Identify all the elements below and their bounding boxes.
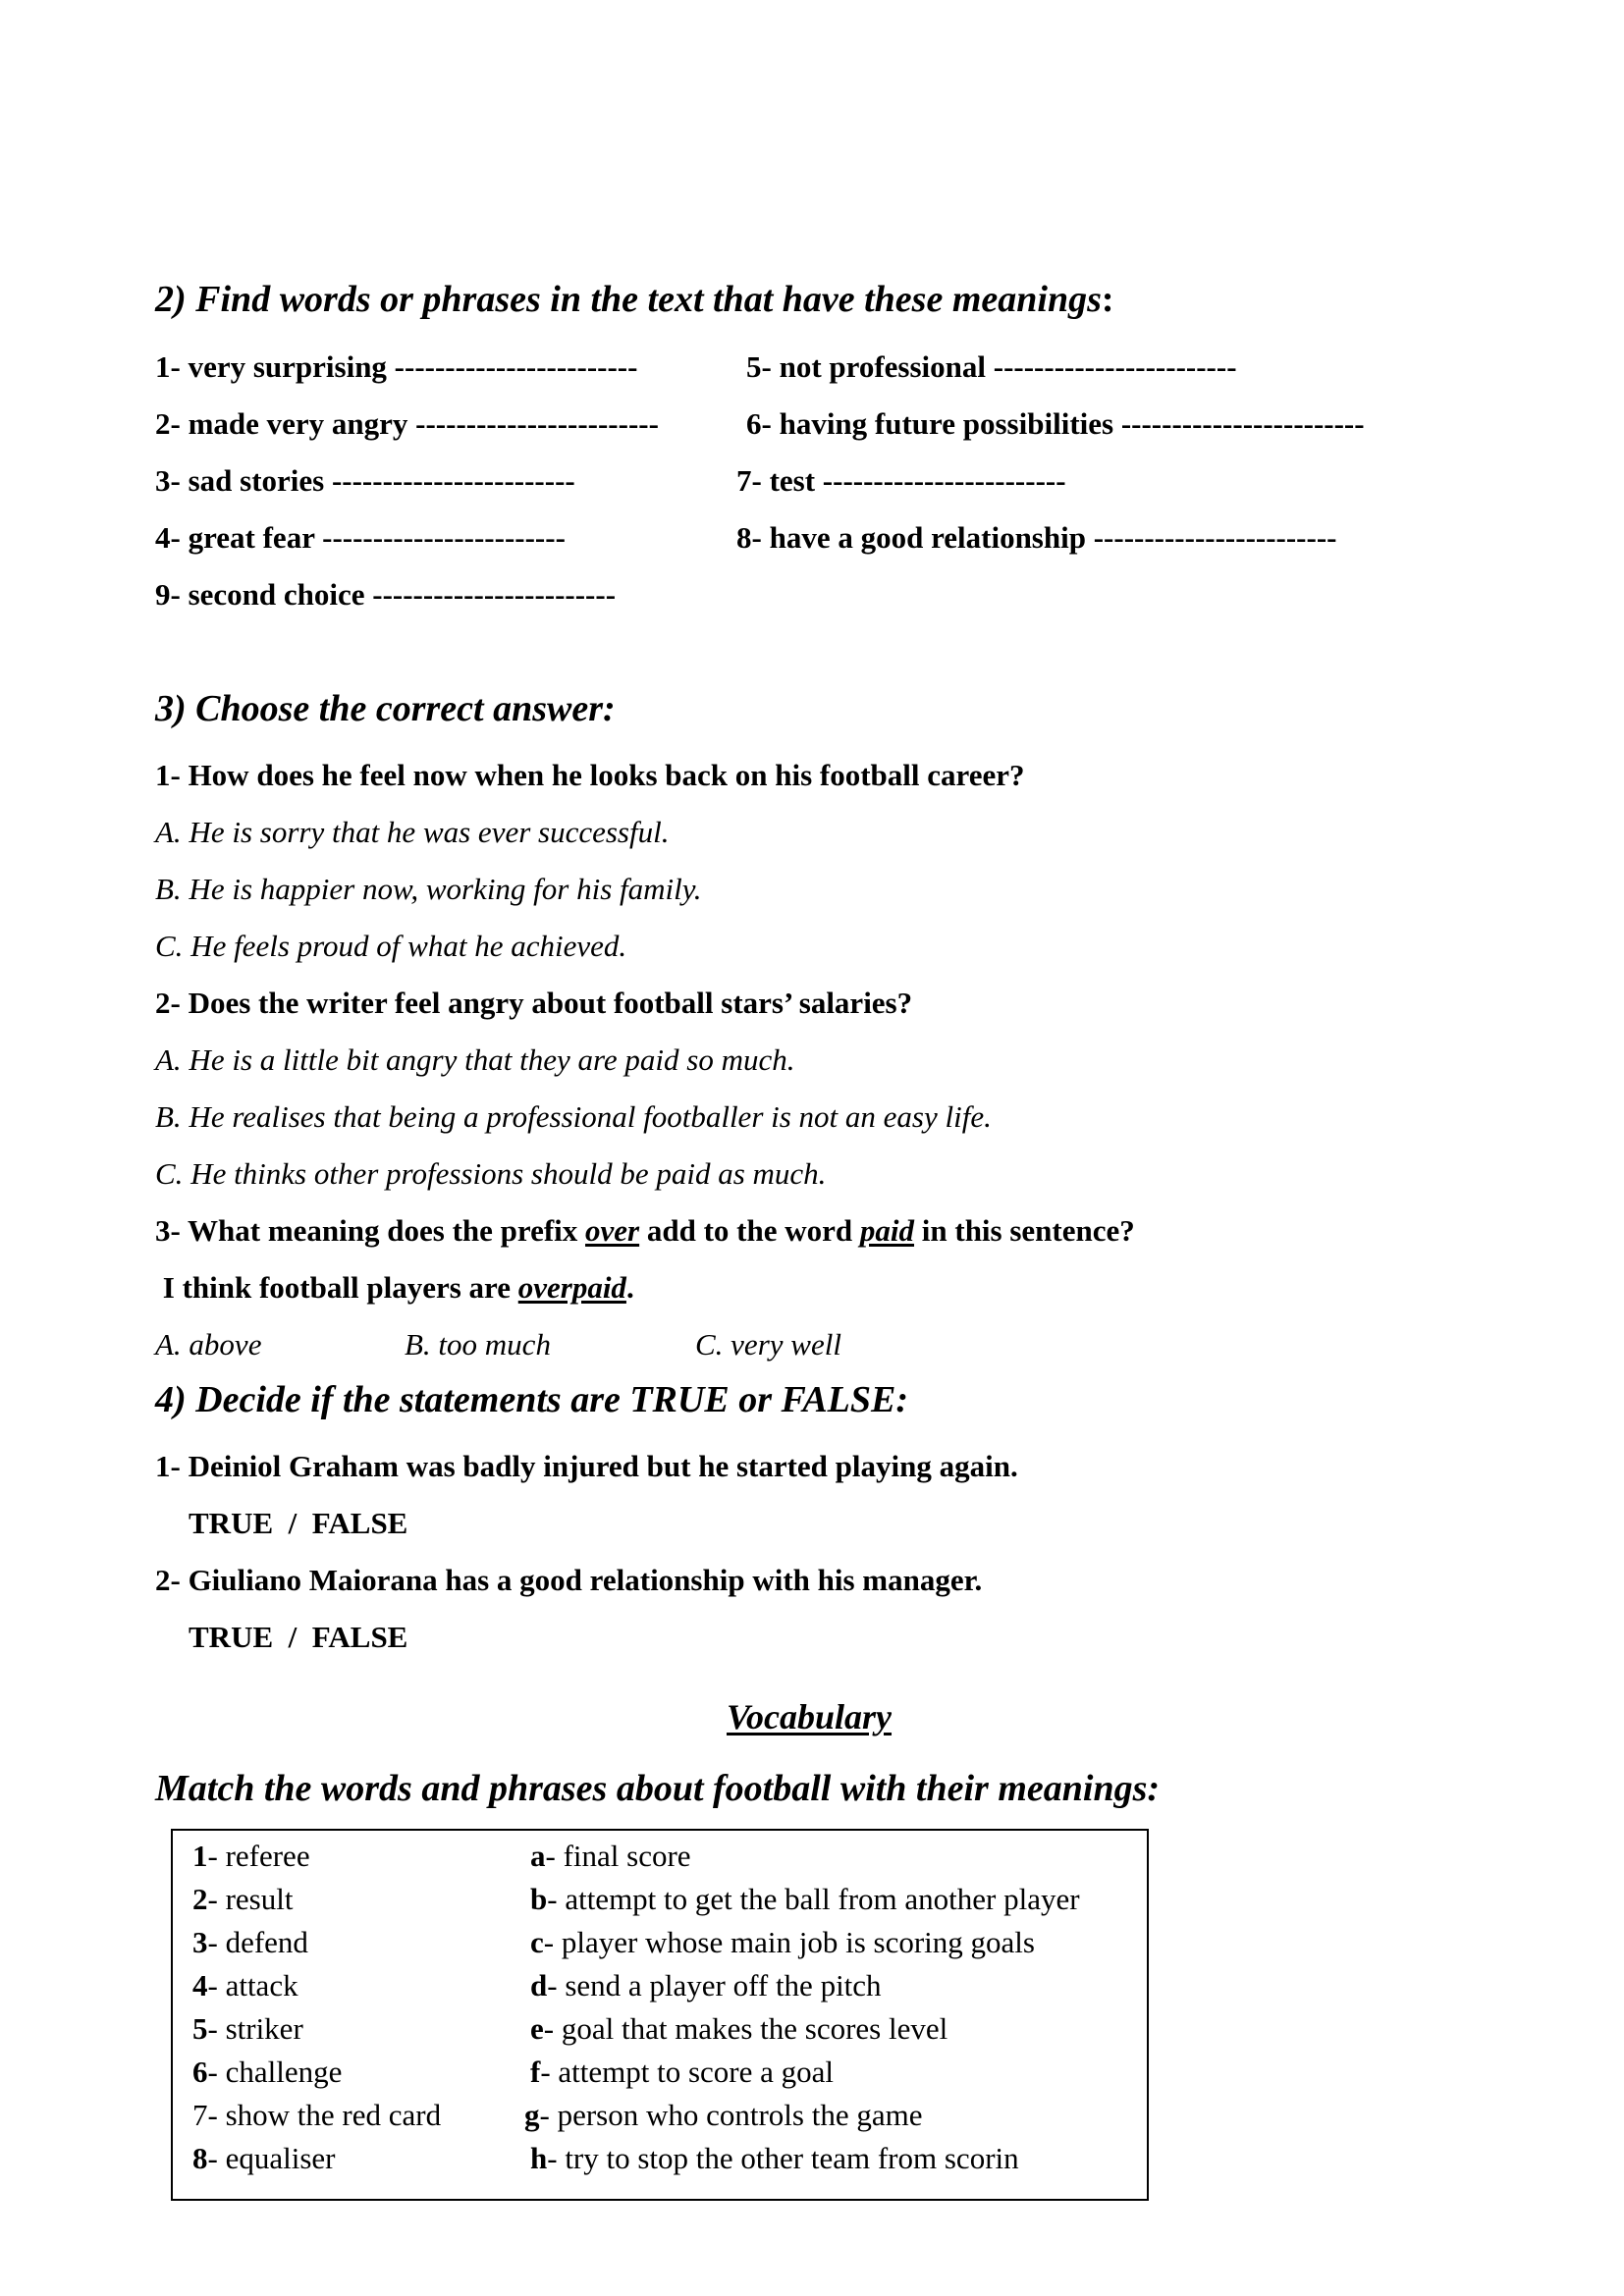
section-4-heading: 4) Decide if the statements are TRUE or FALSE:: [155, 1379, 909, 1420]
question-1-option-a: A. He is sorry that he was ever successful.: [155, 815, 670, 849]
statement-1: 1- Deiniol Graham was badly injured but he started playing again.: [155, 1449, 1018, 1483]
question-3-option-b: B. too much: [405, 1327, 551, 1362]
question-1-option-b: B. He is happier now, working for his family.: [155, 872, 702, 906]
meaning-item-9: 9- second choice ------------------------: [155, 577, 617, 612]
meaning-text: - attempt to score a goal: [540, 2055, 835, 2089]
section-2-heading-colon: :: [1101, 279, 1114, 320]
word-number: 4: [192, 1968, 208, 2002]
question-3-word: paid: [859, 1213, 915, 1248]
word-text: - defend: [207, 1925, 308, 1959]
word-item: [192, 2055, 342, 2090]
meaning-item: [524, 2098, 922, 2133]
question-1-option-c: C. He feels proud of what he achieved.: [155, 929, 627, 963]
word-item: [192, 1925, 308, 1960]
meaning-text: - try to stop the other team from scorin: [547, 2141, 1019, 2175]
word-number: 3: [192, 1925, 208, 1959]
question-2: 2- Does the writer feel angry about football stars’ salaries?: [155, 986, 913, 1020]
question-2-option-b: B. He realises that being a professional footballer is not an easy life.: [155, 1099, 992, 1134]
statement-2: 2- Giuliano Maiorana has a good relationship with his manager.: [155, 1563, 983, 1597]
meaning-letter: c: [530, 1925, 544, 1959]
meaning-letter: g: [524, 2098, 540, 2132]
word-item: [192, 2011, 303, 2047]
meaning-letter: d: [530, 1968, 548, 2002]
word-text: - attack: [207, 1968, 298, 2002]
vocabulary-title: Vocabulary: [727, 1697, 893, 1736]
meaning-item: [530, 2141, 1019, 2176]
word-text: - equaliser: [207, 2141, 336, 2175]
word-text: 7- show the red card: [192, 2098, 442, 2132]
meaning-item-7: 7- test ------------------------: [736, 463, 1066, 498]
meaning-letter: e: [530, 2011, 544, 2046]
question-2-option-c: C. He thinks other professions should be paid as much.: [155, 1156, 827, 1191]
meaning-item-3: 3- sad stories ------------------------: [155, 463, 575, 498]
question-3: [155, 1213, 1135, 1249]
meaning-letter: h: [530, 2141, 548, 2175]
question-3-option-c: C. very well: [695, 1327, 841, 1362]
question-3-option-a: A. above: [155, 1327, 262, 1362]
question-3-text-3: in this sentence?: [914, 1213, 1135, 1248]
meaning-item: [530, 1882, 1080, 1917]
meaning-text: - person who controls the game: [539, 2098, 923, 2132]
meaning-letter: a: [530, 1839, 546, 1873]
statement-2-choice: TRUE / FALSE: [189, 1620, 408, 1654]
question-3-sentence-start: I think football players are: [155, 1270, 518, 1305]
meaning-item-5: 5- not professional ------------------------: [746, 349, 1237, 384]
vocabulary-instruction: Match the words and phrases about football with their meanings:: [155, 1768, 1161, 1809]
question-3-sentence: [155, 1270, 634, 1306]
word-item: [192, 2141, 335, 2176]
word-number: 8: [192, 2141, 208, 2175]
meaning-item-2: 2- made very angry ------------------------: [155, 406, 659, 441]
question-3-text-2: add to the word: [639, 1213, 860, 1248]
meaning-item: [530, 1925, 1035, 1960]
question-3-prefix: over: [585, 1213, 640, 1248]
meaning-text: - final score: [545, 1839, 691, 1873]
word-number: 6: [192, 2055, 208, 2089]
section-2-heading: [155, 278, 1114, 321]
meaning-text: - goal that makes the scores level: [543, 2011, 948, 2046]
question-3-text-1: 3- What meaning does the prefix: [155, 1213, 586, 1248]
meaning-text: - player whose main job is scoring goals: [543, 1925, 1035, 1959]
meaning-text: - send a player off the pitch: [547, 1968, 882, 2002]
section-2-heading-text: 2) Find words or phrases in the text that have these meanings: [155, 279, 1102, 320]
meaning-text: - attempt to get the ball from another player: [547, 1882, 1080, 1916]
meaning-item-8: 8- have a good relationship ------------------------: [736, 520, 1337, 555]
meaning-item: [530, 1968, 882, 2003]
word-number: 2: [192, 1882, 208, 1916]
word-text: - referee: [207, 1839, 310, 1873]
meaning-item-4: 4- great fear ------------------------: [155, 520, 566, 555]
word-number: 5: [192, 2011, 208, 2046]
word-text: - striker: [207, 2011, 303, 2046]
question-3-sentence-word: overpaid: [517, 1270, 626, 1305]
section-3-heading: 3) Choose the correct answer:: [155, 688, 616, 729]
matching-table: [171, 1829, 1149, 2201]
meaning-item: [530, 1839, 691, 1874]
word-text: - challenge: [207, 2055, 343, 2089]
word-number: 1: [192, 1839, 208, 1873]
question-2-option-a: A. He is a little bit angry that they are paid so much.: [155, 1042, 795, 1077]
question-1: 1- How does he feel now when he looks back on his football career?: [155, 758, 1025, 792]
meaning-letter: f: [530, 2055, 541, 2089]
word-item: [192, 2098, 441, 2133]
meaning-item-1: 1- very surprising ------------------------: [155, 349, 638, 384]
word-text: - result: [207, 1882, 294, 1916]
meaning-item: [530, 2011, 947, 2047]
statement-1-choice: TRUE / FALSE: [189, 1506, 408, 1540]
word-item: [192, 1839, 310, 1874]
word-item: [192, 1882, 293, 1917]
meaning-item: [530, 2055, 834, 2090]
question-3-sentence-end: .: [625, 1270, 634, 1305]
meaning-letter: b: [530, 1882, 548, 1916]
word-item: [192, 1968, 298, 2003]
meaning-item-6: 6- having future possibilities ------------------------: [746, 406, 1365, 441]
